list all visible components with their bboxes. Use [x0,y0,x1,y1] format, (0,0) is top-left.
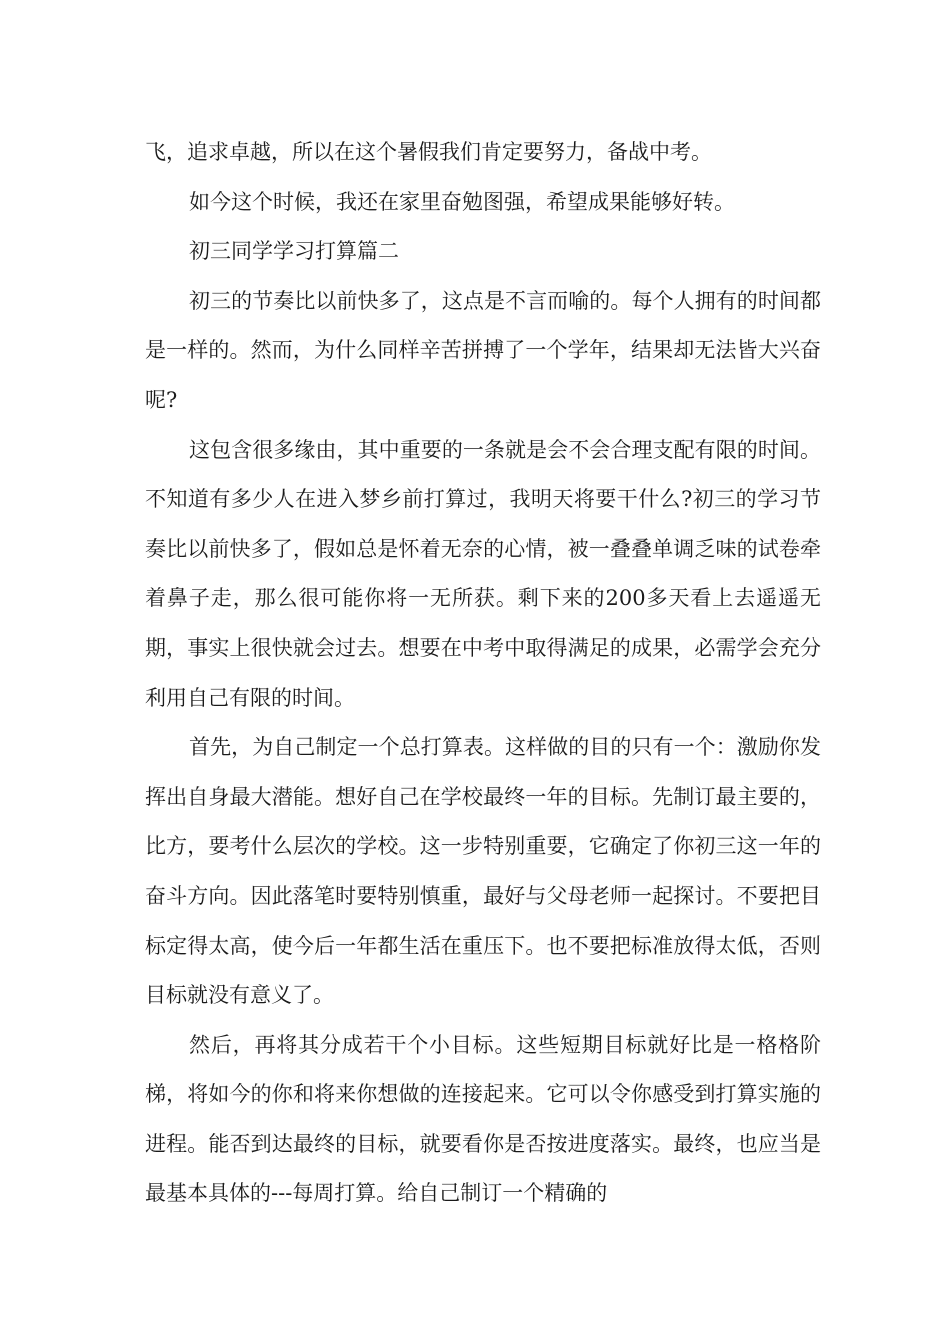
paragraph: 首先，为自己制定一个总打算表。这样做的目的只有一个：激励你发挥出自身最大潜能。想好自己在学校最终一年的目标。先制订最主要的，比方，要考什么层次的学校。这一步特别重要，它确定了你初三这一年的奋斗方向。因此落笔时要特别慎重，最好与父母老师一起探讨。不要把目标定得太高，使今后一年都生活在重压下。也不要把标准放得太低，否则目标就没有意义了。 [145,735,821,1008]
paragraph: 如今这个时候，我还在家里奋勉图强，希望成果能够好转。 [189,189,735,214]
document-body [145,128,821,1219]
paragraph: 这包含很多缘由，其中重要的一条就是会不会合理支配有限的时间。不知道有多少人在进入梦乡前打算过，我明天将要干什么?初三的学习节奏比以前快多了，假如总是怀着无奈的心情，被一叠叠单调乏味的试卷牵着鼻子走，那么很可能你将一无所获。剩下来的200多天看上去遥遥无期，事实上很快就会过去。想要在中考中取得满足的成果，必需学会充分利用自己有限的时间。 [145,437,821,710]
paragraph: 然后，再将其分成若干个小目标。这些短期目标就好比是一格格阶梯，将如今的你和将来你想做的连接起来。它可以令你感受到打算实施的进程。能否到达最终的目标，就要看你是否按进度落实。最终，也应当是最基本具体的---每周打算。给自己制订一个精确的 [145,1032,821,1206]
section-heading: 初三同学学习打算篇二 [189,239,399,264]
paragraph: 初三的节奏比以前快多了，这点是不言而喻的。每个人拥有的时间都是一样的。然而，为什么同样辛苦拼搏了一个学年，结果却无法皆大兴奋呢? [145,288,821,412]
paragraph-continuation: 飞，追求卓越，所以在这个暑假我们肯定要努力，备战中考。 [145,140,712,164]
